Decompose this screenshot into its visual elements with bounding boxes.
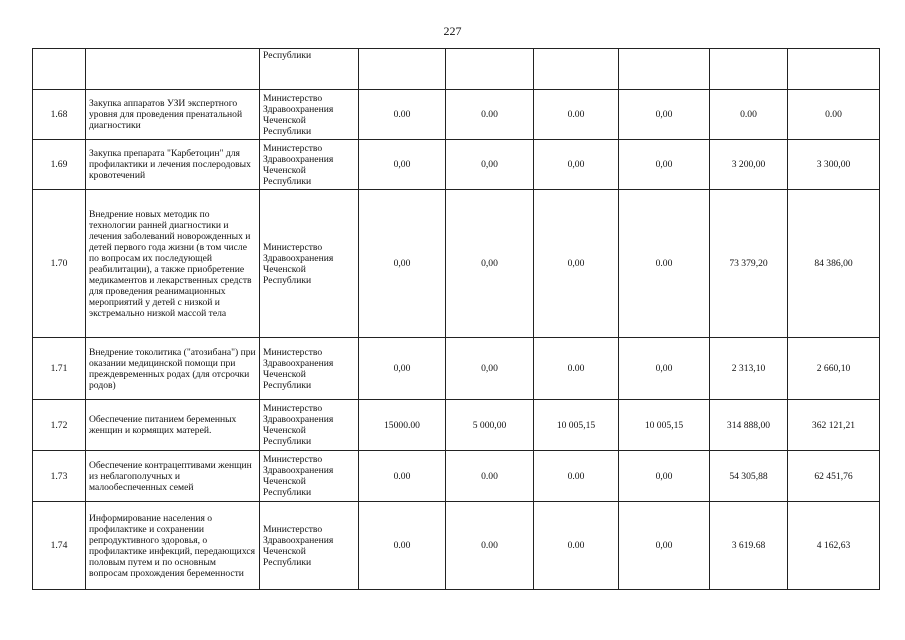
row-number: 1.68 [33, 90, 86, 140]
value-col-1: 0.00 [359, 90, 446, 140]
measure-name: Внедрение токолитика ("атозибана") при оказании медицинской помощи при преждевременных родах (для отсрочки родов) [86, 338, 260, 400]
measure-name: Закупка препарата "Карбетоцин" для профилактики и лечения послеродовых кровотечений [86, 140, 260, 190]
value-col-1: 0,00 [359, 338, 446, 400]
value-col-5: 3 619.68 [710, 502, 788, 590]
cell-v4 [619, 49, 710, 90]
value-col-6: 84 386,00 [788, 190, 880, 338]
measure-name: Обеспечение контрацептивами женщин из неблагополучных и малообеспеченных семей [86, 451, 260, 502]
cell-num [33, 49, 86, 90]
value-col-5: 314 888,00 [710, 400, 788, 451]
value-col-2: 0.00 [446, 90, 534, 140]
value-col-4: 10 005,15 [619, 400, 710, 451]
table-row [33, 140, 880, 190]
value-col-2: 0,00 [446, 190, 534, 338]
value-col-6: 4 162,63 [788, 502, 880, 590]
measure-name: Внедрение новых методик по технологии ранней диагностики и лечения заболеваний новорожденных и детей первого года жизни (в том числе по вопросам их последующей реабилитации), а также приобретение медикаментов и лекарственных средств для проведения реанимационных мероприятий у детей с низкой и экстремально низкой массой тела [86, 190, 260, 338]
org-text: Республики [263, 50, 312, 61]
value-col-1: 0.00 [359, 502, 446, 590]
value-col-2: 0.00 [446, 451, 534, 502]
responsible-org [260, 451, 359, 502]
responsible-org [260, 338, 359, 400]
responsible-org [260, 90, 359, 140]
value-col-5: 3 200,00 [710, 140, 788, 190]
value-col-6: 362 121,21 [788, 400, 880, 451]
table-row-continuation [33, 49, 880, 90]
value-col-4: 0.00 [619, 190, 710, 338]
measure-name: Закупка аппаратов УЗИ экспертного уровня для проведения пренатальной диагностики [86, 90, 260, 140]
table-row [33, 400, 880, 451]
value-col-4: 0,00 [619, 502, 710, 590]
table-row [33, 451, 880, 502]
cell-v1 [359, 49, 446, 90]
value-col-5: 73 379,20 [710, 190, 788, 338]
row-number: 1.69 [33, 140, 86, 190]
value-col-3: 0,00 [534, 140, 619, 190]
measure-name: Обеспечение питанием беременных женщин и кормящих матерей. [86, 400, 260, 451]
budget-table [32, 48, 880, 590]
cell-v5 [710, 49, 788, 90]
value-col-3: 0.00 [534, 338, 619, 400]
cell-v6 [788, 49, 880, 90]
table-row [33, 338, 880, 400]
cell-v2 [446, 49, 534, 90]
value-col-5: 0.00 [710, 90, 788, 140]
row-number: 1.70 [33, 190, 86, 338]
value-col-3: 0.00 [534, 90, 619, 140]
table-row [33, 190, 880, 338]
org-text: Министерство Здравоохранения Чеченской Республики [263, 142, 334, 187]
table-row [33, 90, 880, 140]
responsible-org [260, 400, 359, 451]
value-col-5: 54 305,88 [710, 451, 788, 502]
value-col-2: 0,00 [446, 338, 534, 400]
value-col-1: 0,00 [359, 140, 446, 190]
responsible-org [260, 502, 359, 590]
org-text: Министерство Здравоохранения Чеченской Республики [263, 241, 334, 286]
value-col-3: 0.00 [534, 502, 619, 590]
value-col-4: 0,00 [619, 140, 710, 190]
row-number: 1.73 [33, 451, 86, 502]
value-col-2: 0,00 [446, 140, 534, 190]
page-number: 227 [443, 24, 462, 38]
org-text: Министерство Здравоохранения Чеченской Республики [263, 346, 334, 391]
value-col-6: 62 451,76 [788, 451, 880, 502]
value-col-1: 0.00 [359, 451, 446, 502]
row-number: 1.74 [33, 502, 86, 590]
value-col-5: 2 313,10 [710, 338, 788, 400]
row-number: 1.72 [33, 400, 86, 451]
org-text: Министерство Здравоохранения Чеченской Республики [263, 403, 334, 447]
cell-org [260, 49, 359, 90]
measure-name: Информирование населения о профилактике и сохранении репродуктивного здоровья, о профилактике инфекций, передающихся половым путем и по основным вопросам прохождения беременности [86, 502, 260, 590]
value-col-6: 0.00 [788, 90, 880, 140]
row-number: 1.71 [33, 338, 86, 400]
responsible-org [260, 190, 359, 338]
table-row [33, 502, 880, 590]
value-col-4: 0,00 [619, 451, 710, 502]
value-col-3: 10 005,15 [534, 400, 619, 451]
value-col-2: 5 000,00 [446, 400, 534, 451]
value-col-6: 3 300,00 [788, 140, 880, 190]
value-col-1: 15000.00 [359, 400, 446, 451]
value-col-4: 0,00 [619, 338, 710, 400]
value-col-3: 0,00 [534, 190, 619, 338]
org-text: Министерство Здравоохранения Чеченской Республики [263, 92, 334, 137]
value-col-2: 0.00 [446, 502, 534, 590]
value-col-6: 2 660,10 [788, 338, 880, 400]
responsible-org [260, 140, 359, 190]
value-col-4: 0,00 [619, 90, 710, 140]
cell-v3 [534, 49, 619, 90]
cell-name [86, 49, 260, 90]
org-text: Министерство Здравоохранения Чеченской Республики [263, 523, 334, 568]
value-col-1: 0,00 [359, 190, 446, 338]
org-text: Министерство Здравоохранения Чеченской Республики [263, 454, 334, 498]
value-col-3: 0.00 [534, 451, 619, 502]
